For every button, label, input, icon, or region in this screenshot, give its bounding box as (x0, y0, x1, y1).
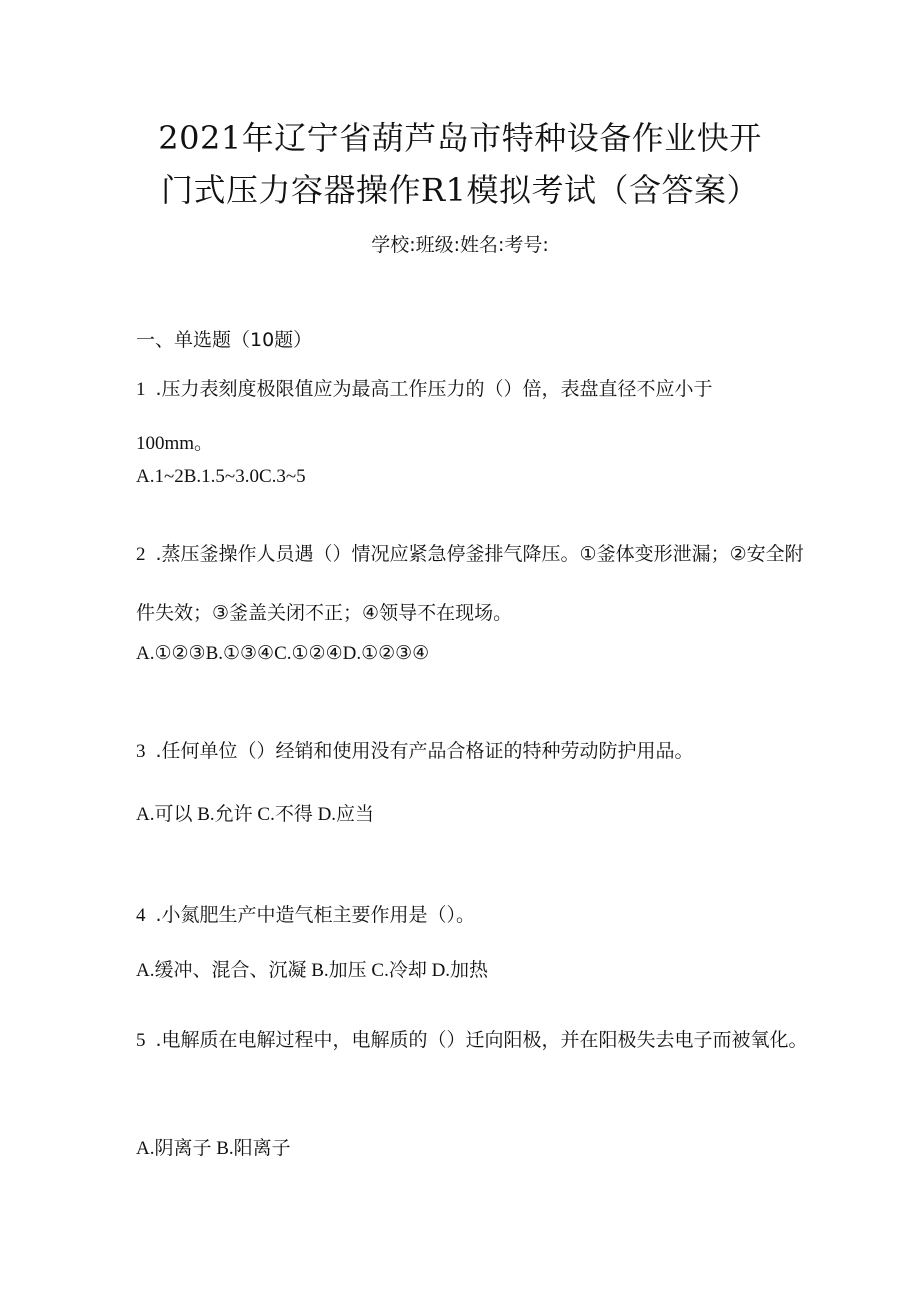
question-4-options: A.缓冲、混合、沉凝 B.加压 C.冷却 D.加热 (136, 960, 489, 981)
question-1-continuation: 100mm。 (136, 433, 214, 454)
question-2-options: A.①②③B.①③④C.①②④D.①②③④ (136, 643, 430, 664)
question-1-options: A.1~2B.1.5~3.0C.3~5 (136, 466, 306, 487)
section-heading: 一、单选题（10题） (136, 329, 313, 351)
question-text: .任何单位（）经销和使用没有产品合格证的特种劳动防护用品。 (155, 740, 694, 762)
question-number: 1 (136, 379, 146, 400)
question-number: 2 (136, 544, 146, 565)
student-info-line: 学校:班级:姓名:考号: (371, 234, 549, 256)
title-line-1: 2021年辽宁省葫芦岛市特种设备作业快开 (158, 119, 762, 157)
question-4 (136, 886, 816, 945)
question-5 (136, 1011, 816, 1070)
question-number: 3 (136, 741, 146, 762)
question-text: .蒸压釜操作人员遇（）情况应紧急停釜排气降压。①釜体变形泄漏；②安全附件失效；③釜盖关闭不正；④领导不在现场。 (136, 543, 804, 624)
question-5-options: A.阴离子 B.阳离子 (136, 1138, 291, 1159)
question-text: .电解质在电解过程中，电解质的（）迁向阳极，并在阳极失去电子而被氧化。 (155, 1029, 808, 1051)
question-1 (136, 360, 816, 419)
question-text: .小氮肥生产中造气柜主要作用是（）。 (155, 904, 476, 926)
question-text: .压力表刻度极限值应为最高工作压力的（）倍，表盘直径不应小于 (155, 378, 713, 400)
question-3 (136, 722, 816, 781)
question-number: 4 (136, 905, 146, 926)
question-number: 5 (136, 1030, 146, 1051)
page-title (80, 112, 840, 216)
question-2 (136, 525, 816, 642)
title-line-2: 门式压力容器操作R1模拟考试（含答案） (161, 171, 759, 209)
question-3-options: A.可以 B.允许 C.不得 D.应当 (136, 804, 375, 825)
